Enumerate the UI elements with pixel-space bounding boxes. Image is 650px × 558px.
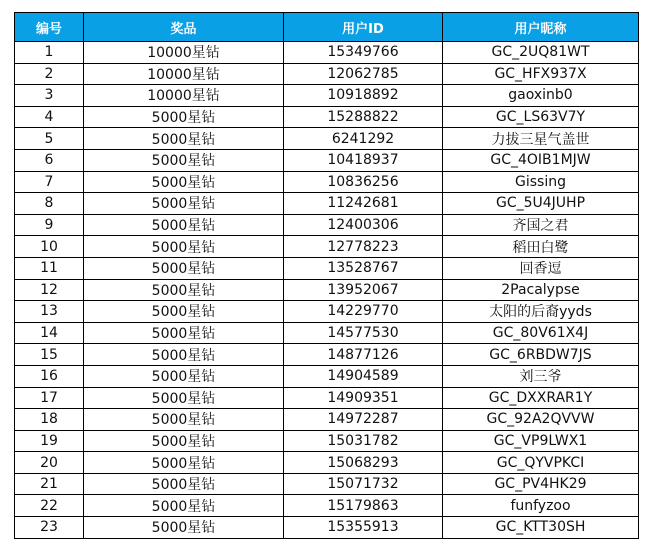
table-row: [15, 171, 639, 193]
cell-prize: 5000星钻: [84, 365, 284, 387]
cell-prize: 5000星钻: [84, 236, 284, 258]
cell-number: 12: [15, 279, 84, 301]
cell-number: 18: [15, 409, 84, 431]
table-row: [15, 214, 639, 236]
cell-number: 22: [15, 495, 84, 517]
cell-user-id: 15355913: [284, 517, 443, 539]
cell-nickname: funfyzoo: [443, 495, 639, 517]
cell-nickname: 刘三爷: [443, 365, 639, 387]
cell-number: 9: [15, 214, 84, 236]
cell-prize: 5000星钻: [84, 193, 284, 215]
header-nickname: 用户昵称: [443, 13, 639, 42]
cell-nickname: GC_LS63V7Y: [443, 106, 639, 128]
cell-nickname: GC_QYVPKCI: [443, 452, 639, 474]
cell-user-id: 6241292: [284, 128, 443, 150]
table-row: [15, 409, 639, 431]
table-row: [15, 63, 639, 85]
cell-nickname: 太阳的后裔yyds: [443, 301, 639, 323]
cell-nickname: GC_KTT30SH: [443, 517, 639, 539]
cell-number: 1: [15, 42, 84, 64]
cell-number: 11: [15, 257, 84, 279]
cell-prize: 5000星钻: [84, 171, 284, 193]
cell-user-id: 14972287: [284, 409, 443, 431]
cell-prize: 5000星钻: [84, 452, 284, 474]
cell-nickname: GC_92A2QVVW: [443, 409, 639, 431]
cell-nickname: GC_80V61X4J: [443, 322, 639, 344]
cell-prize: 5000星钻: [84, 387, 284, 409]
table-row: [15, 85, 639, 107]
cell-prize: 5000星钻: [84, 495, 284, 517]
cell-nickname: 稻田白鹭: [443, 236, 639, 258]
cell-user-id: 12400306: [284, 214, 443, 236]
table-row: [15, 473, 639, 495]
header-row: [15, 13, 639, 42]
table-row: [15, 128, 639, 150]
table-row: [15, 387, 639, 409]
cell-number: 6: [15, 149, 84, 171]
cell-user-id: 15071732: [284, 473, 443, 495]
cell-number: 21: [15, 473, 84, 495]
cell-number: 23: [15, 517, 84, 539]
table-row: [15, 452, 639, 474]
cell-nickname: gaoxinb0: [443, 85, 639, 107]
cell-user-id: 12778223: [284, 236, 443, 258]
table-row: [15, 149, 639, 171]
header-number: 编号: [15, 13, 84, 42]
cell-number: 15: [15, 344, 84, 366]
cell-nickname: GC_HFX937X: [443, 63, 639, 85]
cell-user-id: 14229770: [284, 301, 443, 323]
cell-prize: 5000星钻: [84, 149, 284, 171]
table-row: [15, 279, 639, 301]
cell-prize: 5000星钻: [84, 473, 284, 495]
cell-user-id: 13952067: [284, 279, 443, 301]
cell-user-id: 14577530: [284, 322, 443, 344]
table-row: [15, 322, 639, 344]
cell-number: 20: [15, 452, 84, 474]
cell-nickname: GC_PV4HK29: [443, 473, 639, 495]
cell-prize: 10000星钻: [84, 63, 284, 85]
cell-nickname: GC_2UQ81WT: [443, 42, 639, 64]
cell-number: 16: [15, 365, 84, 387]
cell-prize: 5000星钻: [84, 128, 284, 150]
cell-nickname: 力拔三星气盖世: [443, 128, 639, 150]
cell-number: 3: [15, 85, 84, 107]
table-row: [15, 344, 639, 366]
cell-nickname: Gissing: [443, 171, 639, 193]
table-row: [15, 106, 639, 128]
cell-number: 10: [15, 236, 84, 258]
cell-prize: 10000星钻: [84, 42, 284, 64]
cell-nickname: GC_VP9LWX1: [443, 430, 639, 452]
table-row: [15, 365, 639, 387]
table-row: [15, 42, 639, 64]
table-row: [15, 430, 639, 452]
cell-prize: 5000星钻: [84, 214, 284, 236]
cell-nickname: 2Pacalypse: [443, 279, 639, 301]
table-row: [15, 517, 639, 539]
cell-nickname: GC_6RBDW7JS: [443, 344, 639, 366]
cell-user-id: 15068293: [284, 452, 443, 474]
table-row: [15, 257, 639, 279]
cell-user-id: 12062785: [284, 63, 443, 85]
cell-number: 19: [15, 430, 84, 452]
cell-prize: 5000星钻: [84, 517, 284, 539]
cell-number: 7: [15, 171, 84, 193]
cell-prize: 5000星钻: [84, 257, 284, 279]
cell-user-id: 10836256: [284, 171, 443, 193]
cell-nickname: 回香逗: [443, 257, 639, 279]
cell-nickname: GC_DXXRAR1Y: [443, 387, 639, 409]
cell-number: 2: [15, 63, 84, 85]
cell-user-id: 14909351: [284, 387, 443, 409]
cell-user-id: 11242681: [284, 193, 443, 215]
table-row: [15, 193, 639, 215]
cell-prize: 5000星钻: [84, 279, 284, 301]
header-user-id: 用户ID: [284, 13, 443, 42]
cell-number: 4: [15, 106, 84, 128]
cell-prize: 5000星钻: [84, 344, 284, 366]
cell-user-id: 10918892: [284, 85, 443, 107]
cell-user-id: 15179863: [284, 495, 443, 517]
winners-table: [14, 12, 639, 539]
header-prize: 奖品: [84, 13, 284, 42]
cell-user-id: 14904589: [284, 365, 443, 387]
cell-number: 5: [15, 128, 84, 150]
cell-user-id: 15349766: [284, 42, 443, 64]
cell-number: 17: [15, 387, 84, 409]
cell-prize: 5000星钻: [84, 322, 284, 344]
cell-user-id: 10418937: [284, 149, 443, 171]
cell-number: 8: [15, 193, 84, 215]
cell-number: 14: [15, 322, 84, 344]
cell-nickname: 齐国之君: [443, 214, 639, 236]
cell-nickname: GC_5U4JUHP: [443, 193, 639, 215]
table-row: [15, 236, 639, 258]
cell-user-id: 14877126: [284, 344, 443, 366]
cell-user-id: 15288822: [284, 106, 443, 128]
cell-number: 13: [15, 301, 84, 323]
cell-prize: 10000星钻: [84, 85, 284, 107]
table-container: [14, 12, 639, 539]
table-row: [15, 301, 639, 323]
table-body: [15, 42, 639, 539]
cell-nickname: GC_4OIB1MJW: [443, 149, 639, 171]
cell-prize: 5000星钻: [84, 106, 284, 128]
table-row: [15, 495, 639, 517]
cell-prize: 5000星钻: [84, 409, 284, 431]
cell-prize: 5000星钻: [84, 301, 284, 323]
cell-prize: 5000星钻: [84, 430, 284, 452]
cell-user-id: 13528767: [284, 257, 443, 279]
cell-user-id: 15031782: [284, 430, 443, 452]
